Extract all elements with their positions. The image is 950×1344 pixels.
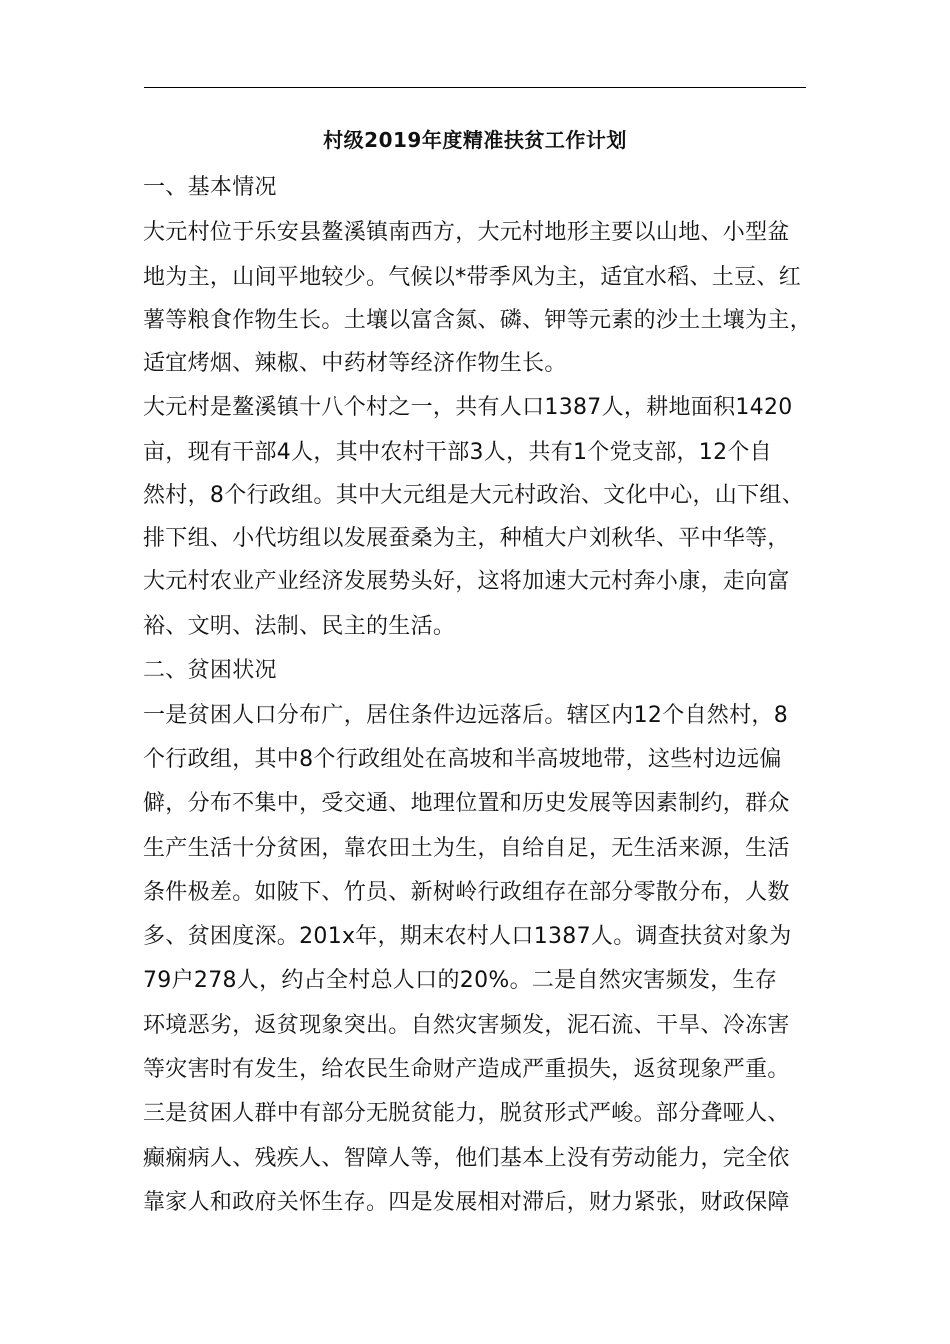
text-line: 三是贫困人群中有部分无脱贫能力，脱贫形式严峻。部分聋哑人、 — [143, 1101, 790, 1126]
text-line: 亩，现有干部4人，其中农村干部3人，共有1个党支部，12个自 — [143, 440, 772, 465]
text-line: 79户278人，约占全村总人口的20%。二是自然灾害频发，生存 — [143, 968, 778, 993]
text-line: 个行政组，其中8个行政组处在高坡和半高坡地带，这些村边远偏 — [143, 747, 782, 772]
text-line: 等灾害时有发生，给农民生命财产造成严重损失，返贫现象严重。 — [143, 1057, 790, 1082]
header-rule — [144, 87, 806, 88]
text-line: 排下组、小代坊组以发展蚕桑为主，种植大户刘秋华、平中华等， — [143, 526, 790, 551]
text-line: 大元村农业产业经济发展势头好，这将加速大元村奔小康，走向富 — [143, 569, 790, 594]
text-line: 裕、文明、法制、民主的生活。 — [143, 614, 456, 639]
text-line: 大元村是鳌溪镇十八个村之一，共有人口1387人，耕地面积1420 — [143, 395, 793, 420]
text-line: 环境恶劣，返贫现象突出。自然灾害频发，泥石流、干旱、冷冻害 — [143, 1013, 790, 1038]
text-line: 多、贫困度深。201x年，期末农村人口1387人。调查扶贫对象为 — [143, 924, 792, 949]
text-line: 癫痫病人、残疾人、智障人等，他们基本上没有劳动能力，完全依 — [143, 1146, 790, 1171]
text-line: 大元村位于乐安县鳌溪镇南西方，大元村地形主要以山地、小型盆 — [143, 220, 790, 245]
text-line: 靠家人和政府关怀生存。四是发展相对滞后，财力紧张，财政保障 — [143, 1190, 790, 1215]
text-line: 然村，8个行政组。其中大元组是大元村政治、文化中心，山下组、 — [143, 483, 804, 508]
text-line: 一、基本情况 — [143, 175, 277, 200]
text-line: 薯等粮食作物生长。土壤以富含氮、磷、钾等元素的沙土土壤为主， — [143, 308, 813, 333]
text-line: 适宜烤烟、辣椒、中药材等经济作物生长。 — [143, 351, 567, 376]
document-title: 村级2019年度精准扶贫工作计划 — [323, 128, 627, 152]
text-line: 僻，分布不集中，受交通、地理位置和历史发展等因素制约，群众 — [143, 791, 790, 816]
text-line: 一是贫困人口分布广，居住条件边远落后。辖区内12个自然村，8 — [143, 703, 788, 728]
text-line: 条件极差。如陂下、竹员、新树岭行政组存在部分零散分布，人数 — [143, 880, 790, 905]
text-line: 地为主，山间平地较少。气候以*带季风为主，适宜水稻、土豆、红 — [143, 265, 802, 290]
text-line: 二、贫困状况 — [143, 658, 277, 683]
text-line: 生产生活十分贫困，靠农田土为生，自给自足，无生活来源，生活 — [143, 836, 790, 861]
